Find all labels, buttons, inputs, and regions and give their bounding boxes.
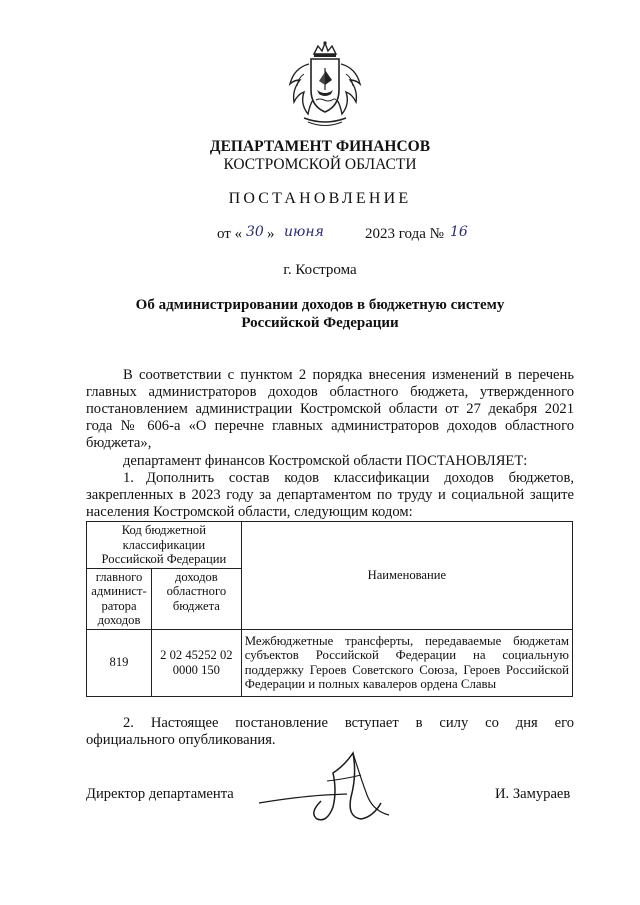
date-day-handwritten: 30 bbox=[246, 224, 264, 240]
handwritten-signature bbox=[255, 745, 395, 835]
income-name-cell: Межбюджетные трансферты, передаваемые бюджетам субъектов Российской Федерации на социальную поддержку Героев Советского Союза, Героев Российской Федерации и полных кавалеров ордена Славы bbox=[241, 629, 572, 696]
coat-of-arms-icon bbox=[280, 40, 370, 130]
date-month-handwritten: июня bbox=[284, 224, 324, 240]
clause-2-line-2: официального опубликования. bbox=[86, 732, 276, 748]
subject-line-1: Об администрировании доходов в бюджетную систему bbox=[135, 297, 505, 313]
clause-1-number: 1. bbox=[123, 470, 134, 486]
table-header-name: Наименование bbox=[241, 522, 572, 630]
city-name: г. Кострома bbox=[283, 262, 357, 278]
date-prefix: от « bbox=[217, 226, 243, 242]
table-header-group: Код бюджетной классификации Российской Федерации bbox=[87, 522, 242, 569]
admin-code-cell: 819 bbox=[87, 629, 152, 696]
table-header-admin: главного админист- ратора доходов bbox=[87, 568, 152, 629]
date-year: 2023 года № bbox=[365, 226, 444, 242]
clause-1-text: Дополнить состав кодов классификации доходов бюджетов, закрепленных в 2023 году за департаментом по труду и социальной защите населения Костромской области, следующим кодом: bbox=[86, 470, 574, 520]
date-quote-close: » bbox=[267, 226, 275, 242]
table-row bbox=[87, 629, 573, 696]
subject-line-2: Российской Федерации bbox=[241, 315, 399, 331]
document-type-title: ПОСТАНОВЛЕНИЕ bbox=[228, 190, 412, 207]
income-code-cell: 2 02 45252 02 0000 150 bbox=[152, 629, 242, 696]
department-region: КОСТРОМСКОЙ ОБЛАСТИ bbox=[223, 156, 417, 173]
signatory-name: И. Замураев bbox=[495, 786, 571, 802]
resolution-paragraph: департамент финансов Костромской области ПОСТАНОВЛЯЕТ: bbox=[123, 453, 528, 469]
signatory-position: Директор департамента bbox=[86, 786, 234, 802]
preamble-paragraph: В соответствии с пунктом 2 порядка внесения изменений в перечень главных администраторов доходов областного бюджета, утвержденного постановлением администрации Костромской области от 27 декабря 2021 года № 606-а «О перечне главных администраторов доходов областного бюджета», bbox=[86, 367, 574, 451]
document-number-handwritten: 16 bbox=[450, 224, 468, 240]
table-header-income: доходов областного бюджета bbox=[152, 568, 242, 629]
clause-1-paragraph bbox=[86, 470, 574, 521]
clause-2-line-1: 2. Настоящее постановление вступает в силу со дня его bbox=[123, 715, 574, 731]
department-name: ДЕПАРТАМЕНТ ФИНАНСОВ bbox=[209, 138, 431, 155]
clause-2-paragraph bbox=[86, 715, 574, 749]
budget-code-table bbox=[86, 521, 573, 697]
